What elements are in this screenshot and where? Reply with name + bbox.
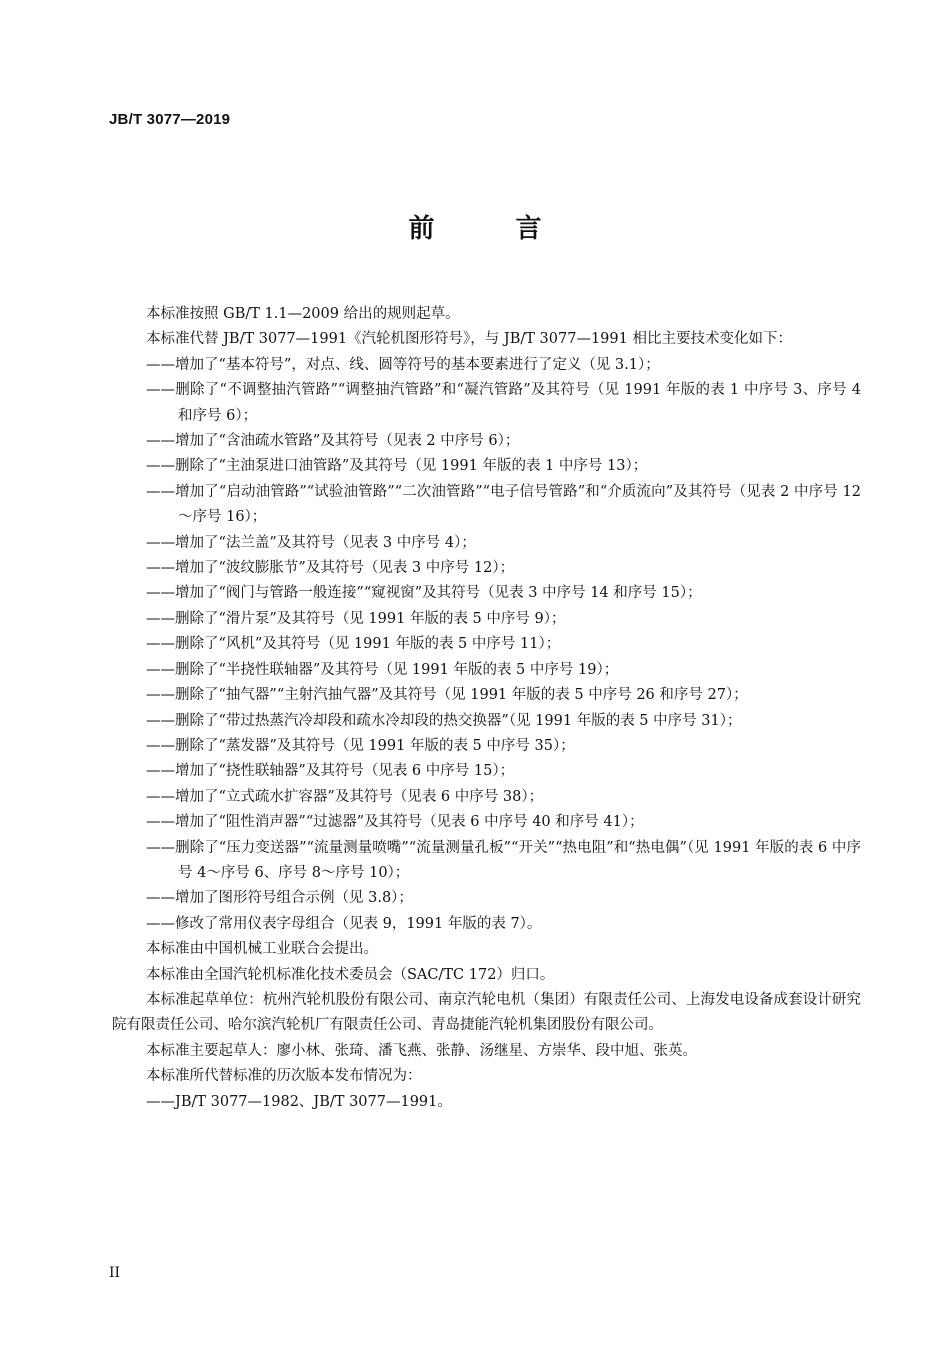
change-item: ——增加了“启动油管路”“试验油管路”“二次油管路”“电子信号管路”和“介质流向”及其符号（见表 2 中序号 12～序号 16）；: [146, 483, 861, 526]
page-title: 前 言: [408, 214, 578, 244]
document-code: JB/T 3077—2019: [109, 111, 231, 128]
paragraph-history-versions: ——JB/T 3077—1982、JB/T 3077—1991。: [146, 1093, 452, 1110]
change-item: ——增加了“阀门与管路一般连接”“窥视窗”及其符号（见表 3 中序号 14 和序号 15）；: [146, 585, 702, 602]
page-number: II: [109, 1265, 121, 1281]
change-item: ——增加了图形符号组合示例（见 3.8）；: [146, 890, 413, 907]
paragraph-drafting-rules: 本标准按照 GB/T 1.1—2009 给出的规则起草。: [146, 306, 460, 322]
change-item: ——删除了“主油泵进口油管路”及其符号（见 1991 年版的表 1 中序号 13）；: [146, 458, 648, 475]
change-item: ——删除了“抽气器”“主射汽抽气器”及其符号（见 1991 年版的表 5 中序号 26 和序号 27）；: [146, 687, 748, 704]
change-item: ——删除了“半挠性联轴器”及其符号（见 1991 年版的表 5 中序号 19）；: [146, 661, 619, 678]
change-item: ——删除了“带过热蒸汽冷却段和疏水冷却段的热交换器”（见 1991 年版的表 5 中序号 31）；: [146, 712, 742, 729]
change-item: ——删除了“风机”及其符号（见 1991 年版的表 5 中序号 11）；: [146, 636, 561, 653]
change-item: ——增加了“立式疏水扩容器”及其符号（见表 6 中序号 38）；: [146, 788, 544, 805]
change-item: ——增加了“波纹膨胀节”及其符号（见表 3 中序号 12）；: [146, 560, 515, 577]
change-item: ——增加了“基本符号”，对点、线、圆等符号的基本要素进行了定义（见 3.1）；: [146, 356, 660, 373]
change-item: ——增加了“阻性消声器”“过滤器”及其符号（见表 6 中序号 40 和序号 41）；: [146, 814, 644, 831]
change-item: ——修改了常用仪表字母组合（见表 9，1991 年版的表 7）。: [146, 915, 542, 932]
change-item: ——删除了“压力变送器”“流量测量喷嘴”“流量测量孔板”“开关”“热电阻”和“热电偶”（见 1991 年版的表 6 中序号 4～序号 6、序号 8～序号 10）；: [146, 839, 861, 881]
change-item: ——删除了“蒸发器”及其符号（见 1991 年版的表 5 中序号 35）；: [146, 737, 575, 754]
paragraph-proposer: 本标准由中国机械工业联合会提出。: [146, 941, 378, 958]
paragraph-committee: 本标准由全国汽轮机标准化技术委员会（SAC/TC 172）归口。: [146, 966, 555, 983]
change-item: ——删除了“不调整抽汽管路”“调整抽汽管路”和“凝汽管路”及其符号（见 1991 年版的表 1 中序号 3、序号 4 和序号 6）；: [146, 382, 861, 424]
paragraph-replacement: 本标准代替 JB/T 3077—1991《汽轮机图形符号》，与 JB/T 3077—1991 相比主要技术变化如下：: [146, 331, 792, 348]
change-item: ——增加了“法兰盖”及其符号（见表 3 中序号 4）；: [146, 534, 476, 551]
paragraph-history: 本标准所代替标准的历次版本发布情况为：: [146, 1068, 422, 1085]
change-item: ——删除了“滑片泵”及其符号（见 1991 年版的表 5 中序号 9）；: [146, 610, 566, 627]
change-item: ——增加了“含油疏水管路”及其符号（见表 2 中序号 6）；: [146, 433, 520, 450]
paragraph-drafting-units: 本标准起草单位：杭州汽轮机股份有限公司、南京汽轮电机（集团）有限责任公司、上海发电设备成套设计研究院有限责任公司、哈尔滨汽轮机厂有限责任公司、青岛捷能汽轮机集团股份有限公司。: [112, 991, 861, 1034]
foreword-body: [112, 302, 861, 1115]
paragraph-drafters: 本标准主要起草人：廖小林、张琦、潘飞燕、张静、汤继星、方崇华、段中旭、张英。: [146, 1042, 697, 1059]
change-item: ——增加了“挠性联轴器”及其符号（见表 6 中序号 15）；: [146, 763, 515, 780]
